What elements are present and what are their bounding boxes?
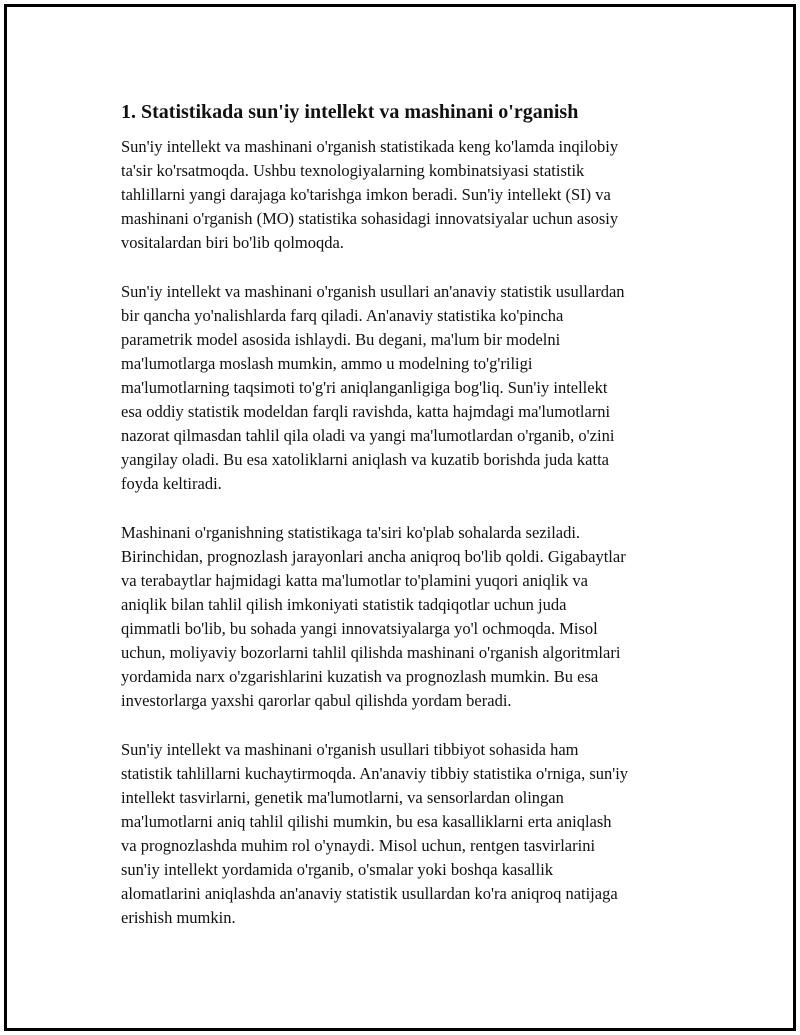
text-line: ma'lumotlarni aniq tahlil qilishi mumkin, bu esa kasalliklarni erta aniqlash <box>121 812 612 831</box>
text-line: Birinchidan, prognozlash jarayonlari ancha aniqroq bo'lib qoldi. Gigabaytlar <box>121 547 626 566</box>
text-line: bir qancha yo'nalishlarda farq qiladi. An'anaviy statistika ko'pincha <box>121 306 564 325</box>
text-line: investorlarga yaxshi qarorlar qabul qilishda yordam beradi. <box>121 691 512 710</box>
text-line: parametrik model asosida ishlaydi. Bu degani, ma'lum bir modelni <box>121 330 561 349</box>
text-line: vositalardan biri bo'lib qolmoqda. <box>121 233 344 252</box>
text-line: tahlillarni yangi darajaga ko'tarishga imkon beradi. Sun'iy intellekt (SI) va <box>121 185 611 204</box>
paragraph-2 <box>121 280 701 496</box>
text-line: intellekt tasvirlarni, genetik ma'lumotlarni, va sensorlardan olingan <box>121 788 564 807</box>
text-line: yangilay oladi. Bu esa xatoliklarni aniqlash va kuzatib borishda juda katta <box>121 450 609 469</box>
text-line: sun'iy intellekt yordamida o'rganib, o'smalar yoki boshqa kasallik <box>121 860 554 879</box>
paragraph-3 <box>121 521 701 713</box>
text-line: ta'sir ko'rsatmoqda. Ushbu texnologiyalarning kombinatsiyasi statistik <box>121 161 585 180</box>
text-line: statistik tahlillarni kuchaytirmoqda. An'anaviy tibbiy statistika o'rniga, sun'iy <box>121 764 629 783</box>
section-heading: 1. Statistikada sun'iy intellekt va mashinani o'rganish <box>121 101 579 123</box>
text-line: Sun'iy intellekt va mashinani o'rganish usullari tibbiyot sohasida ham <box>121 740 579 759</box>
text-line: ma'lumotlarning taqsimoti to'g'ri aniqlanganligiga bog'liq. Sun'iy intellekt <box>121 378 608 397</box>
text-line: nazorat qilmasdan tahlil qila oladi va yangi ma'lumotlardan o'rganib, o'zini <box>121 426 615 445</box>
text-line: uchun, moliyaviy bozorlarni tahlil qilishda mashinani o'rganish algoritmlari <box>121 643 621 662</box>
text-line: mashinani o'rganish (MO) statistika sohasidagi innovatsiyalar uchun asosiy <box>121 209 619 228</box>
text-line: ma'lumotlarga moslash mumkin, ammo u modelning to'g'riligi <box>121 354 533 373</box>
text-line: erishish mumkin. <box>121 908 236 927</box>
text-line: va terabaytlar hajmidagi katta ma'lumotlar to'plamini yuqori aniqlik va <box>121 571 588 590</box>
text-line: va prognozlashda muhim rol o'ynaydi. Misol uchun, rentgen tasvirlarini <box>121 836 596 855</box>
text-line: aniqlik bilan tahlil qilish imkoniyati statistik tadqiqotlar uchun juda <box>121 595 567 614</box>
text-line: Sun'iy intellekt va mashinani o'rganish statistikada keng ko'lamda inqilobiy <box>121 137 619 156</box>
text-line: foyda keltiradi. <box>121 474 222 493</box>
text-line: qimmatli bo'lib, bu sohada yangi innovatsiyalarga yo'l ochmoqda. Misol <box>121 619 598 638</box>
paragraph-4 <box>121 738 701 930</box>
page-frame <box>4 4 796 1031</box>
document-body <box>121 99 701 955</box>
text-line: esa oddiy statistik modeldan farqli ravishda, katta hajmdagi ma'lumotlarni <box>121 402 611 421</box>
paragraph-1 <box>121 135 701 255</box>
text-line: alomatlarini aniqlashda an'anaviy statistik usullardan ko'ra aniqroq natijaga <box>121 884 618 903</box>
text-line: Sun'iy intellekt va mashinani o'rganish usullari an'anaviy statistik usullardan <box>121 282 625 301</box>
text-line: Mashinani o'rganishning statistikaga ta'siri ko'plab sohalarda seziladi. <box>121 523 581 542</box>
text-line: yordamida narx o'zgarishlarini kuzatish va prognozlash mumkin. Bu esa <box>121 667 599 686</box>
